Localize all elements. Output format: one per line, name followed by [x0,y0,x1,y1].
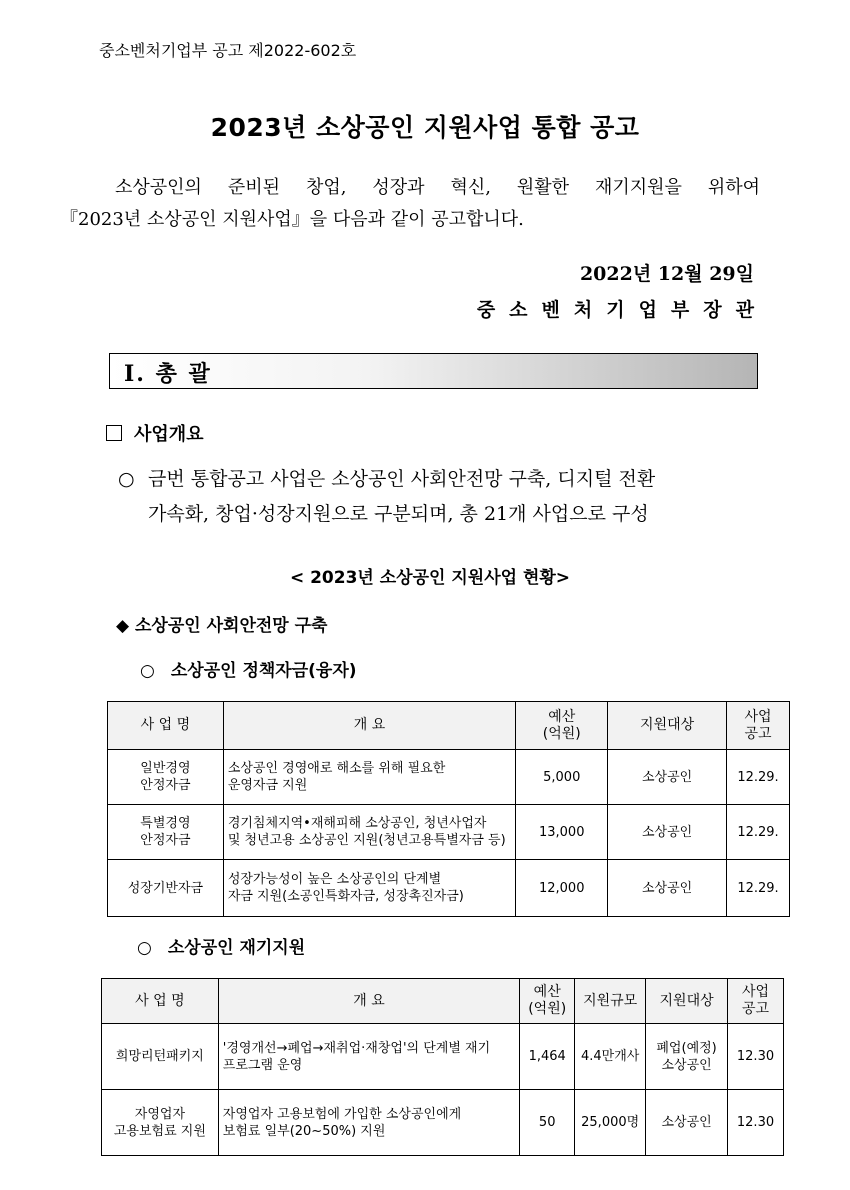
safety-net-heading: ◆ 소상공인 사회안전망 구축 [116,616,328,636]
cell-budget: 5,000 [516,750,608,805]
cell-notice: 12.29. [727,805,790,860]
minister-title: 중소벤처기업부장관 [476,299,768,321]
overview-label: 사업개요 [134,424,204,445]
circle-bullet-icon: ○ [118,468,135,490]
table-header-row [102,979,784,1024]
table-row [108,805,790,860]
policy-fund-label: 소상공인 정책자금(융자) [170,661,357,681]
cell-notice: 12.30 [728,1090,784,1156]
column-header: 지원대상 [608,702,727,750]
square-bullet-icon [106,425,122,441]
circle-bullet-icon: ○ [140,661,155,681]
bullet-line-1: 금번 통합공고 사업은 소상공인 사회안전망 구축, 디지털 전환 [148,468,656,490]
column-header: 예산 (억원) [516,702,608,750]
overview-bullet [118,462,768,532]
column-header: 예산 (억원) [520,979,575,1024]
column-header: 지원규모 [575,979,646,1024]
cell-budget: 13,000 [516,805,608,860]
cell-program-name: 성장기반자금 [108,860,224,917]
intro-line-1: 소상공인의 준비된 창업, 성장과 혁신, 원활한 재기지원을 위하여 [115,177,760,198]
cell-target: 소상공인 [646,1090,728,1156]
restart-heading [137,933,305,958]
section-title: Ⅰ. 총 괄 [124,361,212,387]
cell-budget: 50 [520,1090,575,1156]
policy-fund-table [107,701,790,917]
cell-target: 소상공인 [608,805,727,860]
cell-budget: 1,464 [520,1024,575,1090]
cell-program-name: 자영업자 고용보험료 지원 [102,1090,219,1156]
announcement-date: 2022년 12월 29일 [579,263,754,285]
column-header: 사업 공고 [727,702,790,750]
table-row [108,860,790,917]
restart-table [101,978,784,1156]
column-header: 사 업 명 [108,702,224,750]
cell-description: 경기침체지역•재해피해 소상공인, 청년사업자 및 청년고용 소상공인 지원(청년고용특별자금 등) [223,805,515,860]
section-header-bar [109,353,758,389]
cell-program-name: 특별경영 안정자금 [108,805,224,860]
column-header: 사 업 명 [102,979,219,1024]
cell-scale: 25,000명 [575,1090,646,1156]
cell-target: 폐업(예정) 소상공인 [646,1024,728,1090]
cell-description: 소상공인 경영애로 해소를 위해 필요한 운영자금 지원 [223,750,515,805]
intro-line-2: 『2023년 소상공인 지원사업』을 다음과 같이 공고합니다. [60,209,524,230]
cell-description: '경영개선→폐업→재취업·재창업'의 단계별 재기 프로그램 운영 [218,1024,519,1090]
cell-budget: 12,000 [516,860,608,917]
restart-label: 소상공인 재기지원 [167,938,306,958]
cell-program-name: 희망리턴패키지 [102,1024,219,1090]
status-table-title: < 2023년 소상공인 지원사업 현황> [289,568,571,588]
cell-scale: 4.4만개사 [575,1024,646,1090]
cell-program-name: 일반경영 안정자금 [108,750,224,805]
cell-description: 성장가능성이 높은 소상공인의 단계별 자금 지원(소공인특화자금, 성장촉진자금) [223,860,515,917]
page-title: 2023년 소상공인 지원사업 통합 공고 [210,113,640,142]
intro-paragraph [60,172,760,236]
cell-notice: 12.29. [727,860,790,917]
document-number: 중소벤처기업부 공고 제2022-602호 [99,41,357,60]
cell-notice: 12.30 [728,1024,784,1090]
cell-target: 소상공인 [608,750,727,805]
column-header: 지원대상 [646,979,728,1024]
cell-description: 자영업자 고용보험에 가입한 소상공인에게 보험료 일부(20~50%) 지원 [218,1090,519,1156]
column-header: 개 요 [218,979,519,1024]
cell-notice: 12.29. [727,750,790,805]
circle-bullet-icon: ○ [137,938,152,958]
table-row [108,750,790,805]
column-header: 개 요 [223,702,515,750]
overview-heading [106,420,204,446]
cell-target: 소상공인 [608,860,727,917]
table-header-row [108,702,790,750]
column-header: 사업 공고 [728,979,784,1024]
policy-fund-heading [140,656,357,681]
table-row [102,1024,784,1090]
bullet-line-2: 가속화, 창업·성장지원으로 구분되며, 총 21개 사업으로 구성 [148,503,649,525]
table-row [102,1090,784,1156]
